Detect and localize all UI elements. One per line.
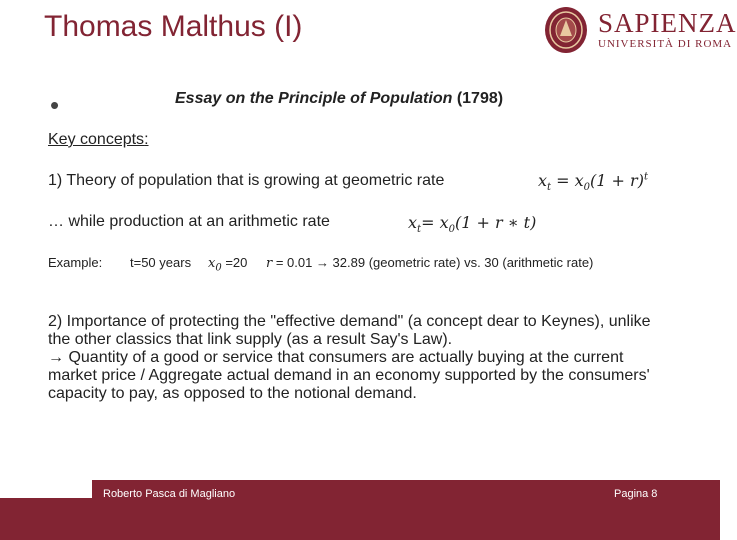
sapienza-logo [544,6,737,58]
geometric-formula: $x_t = x_0(1 + r)^t$ [538,171,648,194]
example-rate: r = 0.01 → 32.89 (geometric rate) vs. 30 (arithmetic rate) [266,255,594,271]
effective-demand-point: 2) Importance of protecting the "effective demand" (a concept dear to Keynes), unlike the other classics that link supply (as a result Say's Law). [48,313,651,348]
essay-heading [175,90,503,108]
university-seal-icon [544,6,588,54]
example-x0: $x_0 =20$ [208,255,248,274]
concept-geometric: 1) Theory of population that is growing at geometric rate [48,172,445,189]
slide-title: Thomas Malthus (I) [44,10,303,43]
effective-demand-paragraph [48,313,673,403]
essay-title: Essay on the Principle of Population [175,90,453,107]
example-label: Example: [48,255,103,270]
bullet: • [50,90,60,120]
logo-name: SAPIENZA [598,8,737,38]
footer-notch [0,480,92,498]
effective-demand-definition: → Quantity of a good or service that consumers are actually buying at the current market price / Aggregate actual demand in an economy supported by the consumers' capacity to pay, as opposed to the notional demand. [48,349,650,402]
page-number: Pagina 8 [614,488,658,500]
arithmetic-formula: $x_t= x_0(1 + r$ ∗ t) [408,213,537,236]
key-concepts-label: Key concepts: [48,131,149,148]
example-time: t=50 years [130,255,192,270]
footer-author: Roberto Pasca di Magliano [103,488,236,500]
concept-arithmetic: … while production at an arithmetic rate [48,213,330,230]
essay-year: (1798) [456,90,504,107]
logo-subtitle: UNIVERSITÀ DI ROMA [598,38,733,50]
